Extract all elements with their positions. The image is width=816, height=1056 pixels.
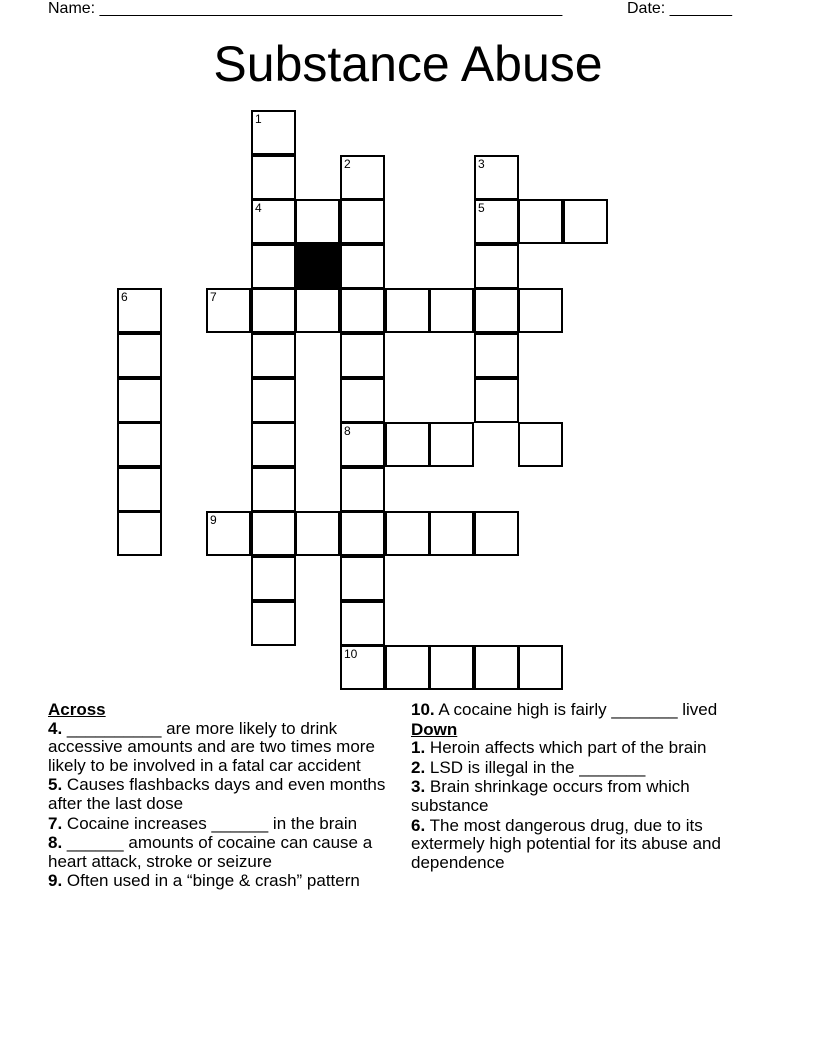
grid-cell[interactable]	[251, 511, 296, 556]
grid-cell[interactable]	[251, 155, 296, 200]
grid-cell[interactable]	[340, 199, 385, 244]
clue-across-10	[411, 701, 771, 720]
grid-cell[interactable]	[429, 645, 474, 690]
grid-cell-3[interactable]	[474, 155, 519, 200]
clue-text: LSD is illegal in the _______	[425, 757, 646, 777]
cell-number: 4	[255, 201, 262, 215]
grid-cell[interactable]	[251, 378, 296, 423]
clue-down-3	[411, 778, 771, 815]
grid-cell-4[interactable]	[251, 199, 296, 244]
clue-text: Causes flashbacks days and even months after the last dose	[48, 775, 386, 813]
cell-number: 8	[344, 424, 351, 438]
grid-cell[interactable]	[295, 288, 340, 333]
grid-cell[interactable]	[117, 333, 162, 378]
clue-across-4	[48, 720, 388, 776]
grid-cell[interactable]	[474, 244, 519, 289]
clues-right-column	[411, 701, 771, 873]
grid-cell-7[interactable]	[206, 288, 251, 333]
grid-cell[interactable]	[385, 288, 430, 333]
clue-text: Cocaine increases ______ in the brain	[62, 813, 358, 833]
grid-cell[interactable]	[429, 288, 474, 333]
cell-number: 7	[210, 290, 217, 304]
date-field[interactable]: Date: _______	[627, 0, 732, 17]
grid-cell[interactable]	[340, 556, 385, 601]
grid-cell[interactable]	[295, 199, 340, 244]
grid-cell[interactable]	[518, 645, 563, 690]
clue-text: __________ are more likely to drink accessive amounts and are two times more likely to be involved in a fatal car accident	[48, 718, 375, 775]
grid-cell[interactable]	[518, 422, 563, 467]
grid-cell-2[interactable]	[340, 155, 385, 200]
cell-number: 5	[478, 201, 485, 215]
grid-cell[interactable]	[340, 244, 385, 289]
grid-cell[interactable]	[251, 467, 296, 512]
down-heading: Down	[411, 719, 458, 739]
clue-down-2	[411, 759, 771, 778]
grid-cell[interactable]	[340, 467, 385, 512]
clue-text: The most dangerous drug, due to its extermely high potential for its abuse and dependence	[411, 815, 721, 872]
grid-cell[interactable]	[117, 422, 162, 467]
grid-cell[interactable]	[385, 422, 430, 467]
grid-cell[interactable]	[474, 333, 519, 378]
grid-cell[interactable]	[117, 467, 162, 512]
clue-across-5	[48, 776, 388, 813]
grid-cell[interactable]	[340, 378, 385, 423]
clue-number: 10.	[411, 700, 435, 719]
grid-cell[interactable]	[429, 511, 474, 556]
grid-cell[interactable]	[385, 511, 430, 556]
clue-across-8	[48, 834, 388, 871]
clue-number: 7.	[48, 813, 63, 833]
grid-cell-1[interactable]	[251, 110, 296, 155]
grid-cell[interactable]	[563, 199, 608, 244]
cell-number: 3	[478, 157, 485, 171]
grid-cell[interactable]	[340, 601, 385, 646]
clues-left-column	[48, 701, 388, 892]
grid-cell[interactable]	[474, 288, 519, 333]
clue-text: Heroin affects which part of the brain	[425, 738, 707, 758]
grid-cell[interactable]	[295, 511, 340, 556]
cell-number: 6	[121, 290, 128, 304]
clue-across-9	[48, 872, 388, 891]
cell-number: 9	[210, 513, 217, 527]
clue-number: 2.	[411, 757, 426, 777]
clue-number: 9.	[48, 871, 63, 891]
grid-cell[interactable]	[117, 511, 162, 556]
clue-number: 1.	[411, 738, 426, 758]
grid-cell-10[interactable]	[340, 645, 385, 690]
grid-cell[interactable]	[385, 645, 430, 690]
grid-cell[interactable]	[251, 288, 296, 333]
clue-number: 6.	[411, 815, 426, 835]
grid-cell-8[interactable]	[340, 422, 385, 467]
grid-cell[interactable]	[251, 601, 296, 646]
grid-cell[interactable]	[340, 288, 385, 333]
grid-cell[interactable]	[340, 511, 385, 556]
clue-text: Often used in a “binge & crash” pattern	[62, 871, 360, 891]
cell-number: 2	[344, 157, 351, 171]
grid-cell[interactable]	[518, 199, 563, 244]
clue-number: 5.	[48, 775, 63, 795]
black-cell	[295, 244, 340, 289]
grid-cell[interactable]	[117, 378, 162, 423]
name-field[interactable]: Name: ____________________________________________________	[48, 0, 563, 17]
grid-cell[interactable]	[251, 244, 296, 289]
clue-across-7	[48, 815, 388, 834]
grid-cell[interactable]	[474, 645, 519, 690]
grid-cell-9[interactable]	[206, 511, 251, 556]
clue-number: 4.	[48, 718, 63, 738]
across-heading: Across	[48, 700, 106, 719]
clue-number: 8.	[48, 833, 63, 853]
clue-text: A cocaine high is fairly _______ lived	[434, 700, 718, 719]
grid-cell[interactable]	[518, 288, 563, 333]
clue-text: Brain shrinkage occurs from which substance	[411, 777, 690, 815]
page-title: Substance Abuse	[213, 36, 603, 92]
clue-down-6	[411, 817, 771, 873]
grid-cell-6[interactable]	[117, 288, 162, 333]
grid-cell[interactable]	[251, 556, 296, 601]
grid-cell-5[interactable]	[474, 199, 519, 244]
grid-cell[interactable]	[429, 422, 474, 467]
grid-cell[interactable]	[474, 511, 519, 556]
clue-number: 3.	[411, 777, 426, 797]
cell-number: 10	[344, 647, 358, 661]
grid-cell[interactable]	[474, 378, 519, 423]
clue-text: ______ amounts of cocaine can cause a heart attack, stroke or seizure	[48, 833, 373, 871]
grid-cell[interactable]	[251, 422, 296, 467]
cell-number: 1	[255, 112, 262, 126]
clue-down-1	[411, 739, 771, 758]
grid-cell[interactable]	[340, 333, 385, 378]
grid-cell[interactable]	[251, 333, 296, 378]
